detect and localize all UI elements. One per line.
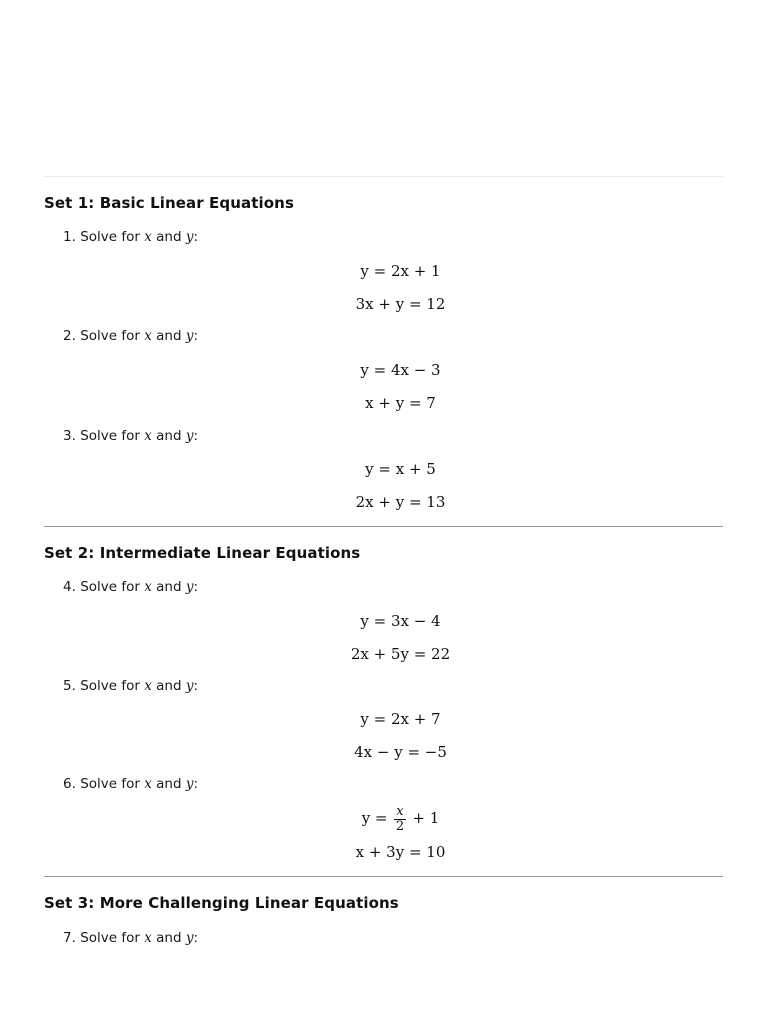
problem-7-label: 7. Solve for x and y: (63, 929, 199, 946)
problem-1-equation-1: y = 2x + 1 (360, 262, 441, 280)
set-2-title: Set 2: Intermediate Linear Equations (44, 544, 361, 562)
set-3-title: Set 3: More Challenging Linear Equations (44, 893, 399, 912)
section-divider (44, 876, 723, 877)
problem-4-equation-2: 2x + 5y = 22 (350, 645, 451, 663)
top-divider (44, 176, 723, 177)
problem-5-equation-2: 4x − y = −5 (354, 743, 447, 761)
problem-1-equation-2: 3x + y = 12 (355, 295, 446, 313)
problem-1-label: 1. Solve for x and y: (63, 229, 199, 245)
problem-3-label: 3. Solve for x and y: (63, 428, 199, 444)
problem-4-label: 4. Solve for x and y: (63, 579, 199, 595)
problem-6-equation-1: y = $\frac{x}{2}$ + 1 (361, 803, 440, 834)
problem-2-equation-1: y = 4x − 3 (360, 361, 441, 379)
problem-5-label: 5. Solve for x and y: (63, 678, 199, 694)
problem-2-equation-2: x + y = 7 (365, 394, 436, 412)
fraction: $\frac{x}{2}$ (395, 803, 405, 834)
problem-3-equation-2: 2x + y = 13 (355, 493, 446, 511)
problem-5-equation-1: y = 2x + 7 (360, 710, 441, 728)
problem-4-equation-1: y = 3x − 4 (360, 612, 441, 630)
problem-3-equation-1: y = x + 5 (365, 460, 436, 478)
set-1-title: Set 1: Basic Linear Equations (44, 194, 294, 212)
problem-6-label: 6. Solve for x and y: (63, 776, 199, 792)
problem-6-equation-2: x + 3y = 10 (355, 842, 446, 861)
problem-2-label: 2. Solve for x and y: (63, 328, 199, 344)
document-body (44, 176, 723, 947)
section-divider (44, 526, 723, 527)
